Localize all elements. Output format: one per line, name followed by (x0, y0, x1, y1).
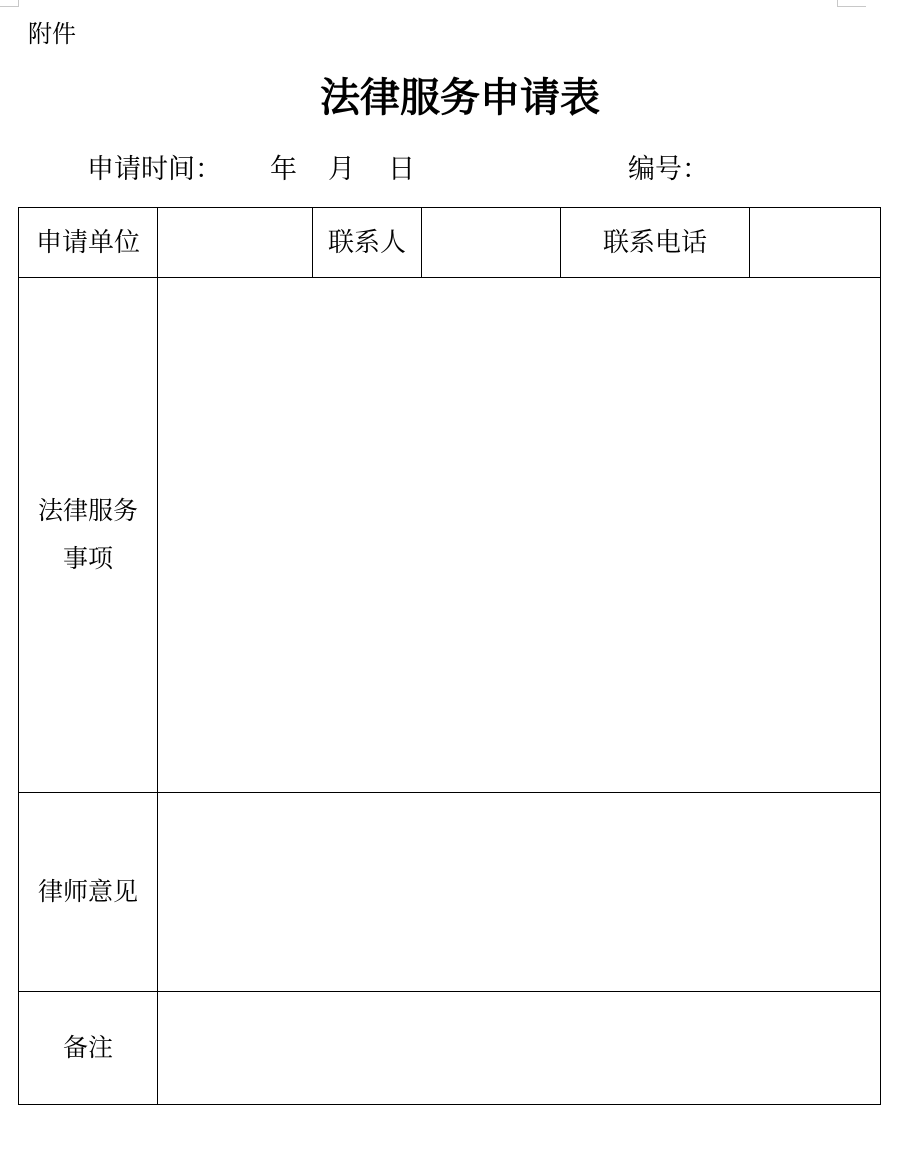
table-row (19, 208, 881, 278)
legal-service-matters-label (19, 278, 158, 793)
application-time-label: 申请时间： (87, 154, 222, 185)
contact-person-label: 联系人 (313, 208, 422, 278)
applicant-unit-field[interactable] (158, 208, 313, 278)
legal-service-matters-label-line1: 法律服务 (37, 496, 138, 525)
attachment-label: 附件 (28, 20, 76, 48)
day-label: 日 (388, 154, 415, 185)
legal-service-matters-label-line2: 事项 (62, 544, 113, 573)
page-corner-mark-right (837, 0, 866, 7)
application-form-table (18, 207, 881, 1105)
table-row (19, 793, 881, 992)
table-row (19, 992, 881, 1105)
serial-number-label: 编号： (628, 154, 709, 185)
applicant-unit-label: 申请单位 (19, 208, 158, 278)
contact-person-field[interactable] (422, 208, 561, 278)
contact-phone-label: 联系电话 (561, 208, 750, 278)
remarks-field[interactable] (158, 992, 881, 1105)
lawyer-opinion-field[interactable] (158, 793, 881, 992)
month-label: 月 (328, 154, 355, 185)
lawyer-opinion-label: 律师意见 (19, 793, 158, 992)
remarks-label: 备注 (19, 992, 158, 1105)
year-label: 年 (270, 154, 297, 185)
contact-phone-field[interactable] (750, 208, 881, 278)
table-row (19, 278, 881, 793)
legal-service-matters-field[interactable] (158, 278, 881, 793)
form-title: 法律服务申请表 (320, 74, 600, 121)
page-corner-mark-left (0, 0, 19, 7)
